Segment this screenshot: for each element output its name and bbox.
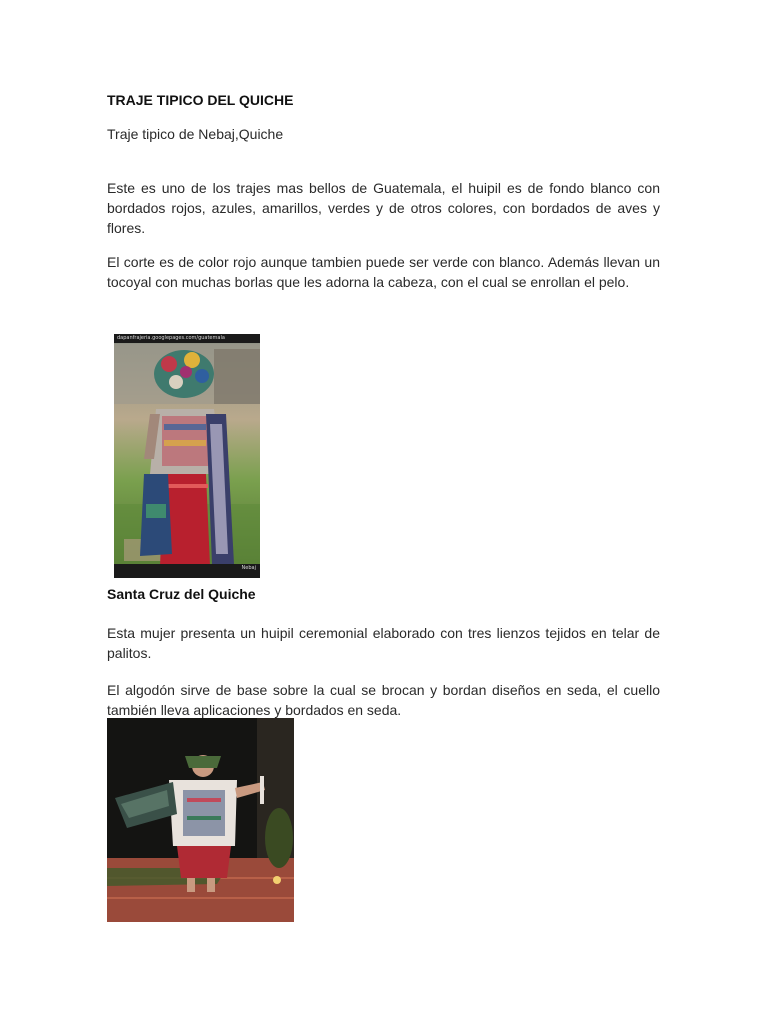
section-title: Santa Cruz del Quiche xyxy=(107,586,256,602)
paragraph-corte: El corte es de color rojo aunque tambien puede ser verde con blanco. Además llevan un tocoyal con muchas borlas que les adorna la cabeza, con el cual se enrollan el pelo. xyxy=(107,254,660,290)
document-subtitle: Traje tipico de Nebaj,Quiche xyxy=(107,126,284,142)
photo-watermark: dapanfrajeria.googlepages.com/guatemala xyxy=(114,334,260,343)
ceremonial-photo-illustration xyxy=(107,718,294,922)
ceremonial-huipil-photo xyxy=(107,718,294,922)
paragraph-algodon: El algodón sirve de base sobre la cual se brocan y bordan diseños en seda, el cuello también lleva aplicaciones y bordados en seda. xyxy=(107,682,660,718)
nebaj-costume-photo xyxy=(114,334,260,578)
photo-place-label: Nebaj xyxy=(241,565,256,571)
nebaj-photo-illustration xyxy=(114,334,260,578)
photo-bottom-band xyxy=(114,564,260,578)
document-title: TRAJE TIPICO DEL QUICHE xyxy=(107,92,294,108)
paragraph-huipil: Esta mujer presenta un huipil ceremonial elaborado con tres lienzos tejidos en telar de palitos. xyxy=(107,625,660,661)
paragraph-intro: Este es uno de los trajes mas bellos de Guatemala, el huipil es de fondo blanco con bordados rojos, azules, amarillos, verdes y de otros colores, con bordados de aves y flores. xyxy=(107,180,660,236)
